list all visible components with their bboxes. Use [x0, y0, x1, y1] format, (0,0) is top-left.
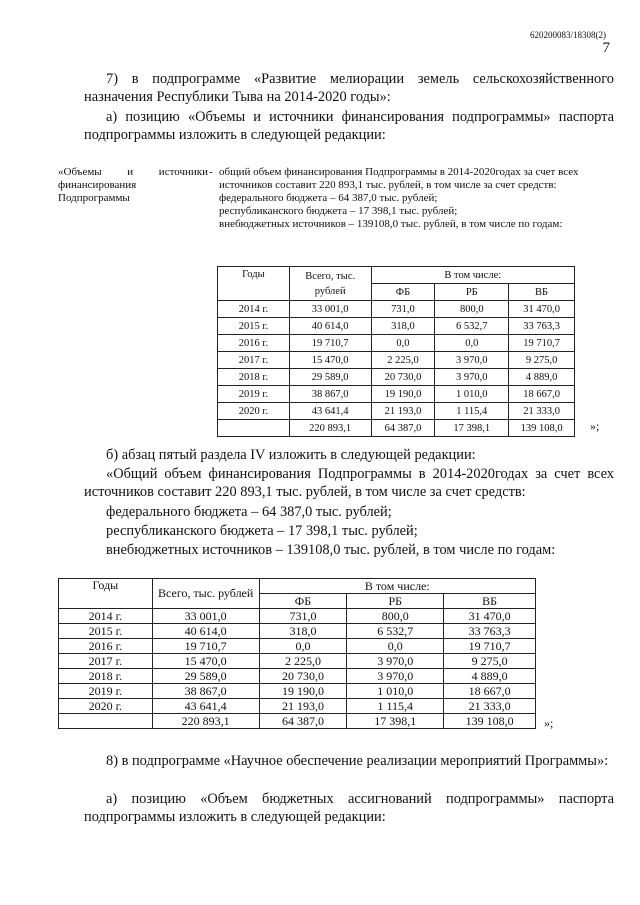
header-incl: В том числе:	[259, 579, 535, 594]
cell-rb: 1 010,0	[347, 684, 444, 699]
header-total: Всего, тыс. рублей	[289, 267, 371, 301]
cell-total: 43 641,4	[289, 403, 371, 420]
cell-total: 33 001,0	[289, 301, 371, 318]
cell-vb: 21 333,0	[509, 403, 575, 420]
table1-end-mark: »;	[590, 419, 600, 433]
table-row	[218, 386, 575, 403]
header-vb: ВБ	[509, 284, 575, 301]
passport-dash: -	[209, 166, 213, 178]
table1-body	[218, 301, 575, 437]
cell-fb: 2 225,0	[259, 654, 347, 669]
cell-total: 29 589,0	[289, 369, 371, 386]
table-row	[59, 714, 536, 729]
cell-total: 33 001,0	[152, 609, 259, 624]
cell-year: 2019 г.	[59, 684, 153, 699]
cell-vb: 9 275,0	[509, 352, 575, 369]
cell-fb: 19 190,0	[259, 684, 347, 699]
item-b-extra: внебюджетных источников – 139108,0 тыс. рублей, в том числе по годам:	[106, 542, 556, 558]
cell-year: 2017 г.	[218, 352, 290, 369]
cell-year: 2014 г.	[218, 301, 290, 318]
cell-total: 40 614,0	[152, 624, 259, 639]
cell-vb: 19 710,7	[509, 335, 575, 352]
cell-vb: 18 667,0	[509, 386, 575, 403]
cell-rb: 800,0	[435, 301, 509, 318]
cell-fb: 318,0	[371, 318, 435, 335]
cell-rb: 0,0	[347, 639, 444, 654]
header-incl: В том числе:	[371, 267, 574, 284]
header-vb: ВБ	[444, 594, 536, 609]
cell-year	[59, 714, 153, 729]
header-total: Всего, тыс. рублей	[152, 579, 259, 609]
cell-year: 2016 г.	[59, 639, 153, 654]
cell-total: 38 867,0	[289, 386, 371, 403]
cell-rb: 3 970,0	[347, 669, 444, 684]
cell-vb: 21 333,0	[444, 699, 536, 714]
cell-rb: 17 398,1	[435, 420, 509, 437]
cell-year: 2016 г.	[218, 335, 290, 352]
cell-year: 2018 г.	[218, 369, 290, 386]
item-b-federal: федерального бюджета – 64 387,0 тыс. рублей;	[106, 504, 392, 520]
cell-vb: 31 470,0	[509, 301, 575, 318]
cell-vb: 33 763,3	[444, 624, 536, 639]
table-row	[59, 669, 536, 684]
funding-table-2	[58, 578, 536, 729]
item8-a: а) позицию «Объем бюджетных ассигнований подпрограммы» паспорта подпрограммы изложить в следующей редакции:	[84, 791, 614, 825]
cell-year: 2017 г.	[59, 654, 153, 669]
cell-fb: 21 193,0	[371, 403, 435, 420]
table-row	[218, 318, 575, 335]
passport-republic: республиканского бюджета – 17 398,1 тыс. рублей;	[219, 205, 458, 217]
header-fb: ФБ	[259, 594, 347, 609]
cell-fb: 318,0	[259, 624, 347, 639]
cell-rb: 17 398,1	[347, 714, 444, 729]
cell-fb: 64 387,0	[371, 420, 435, 437]
table-row	[59, 609, 536, 624]
item7-a: а) позицию «Объемы и источники финансирования подпрограммы» паспорта подпрограммы изложить в следующей редакции:	[84, 109, 614, 143]
cell-vb: 18 667,0	[444, 684, 536, 699]
cell-rb: 3 970,0	[347, 654, 444, 669]
cell-total: 19 710,7	[289, 335, 371, 352]
cell-rb: 6 532,7	[347, 624, 444, 639]
cell-rb: 800,0	[347, 609, 444, 624]
cell-fb: 731,0	[371, 301, 435, 318]
table-row	[218, 420, 575, 437]
cell-rb: 1 010,0	[435, 386, 509, 403]
table-row	[218, 369, 575, 386]
cell-fb: 731,0	[259, 609, 347, 624]
cell-year: 2015 г.	[218, 318, 290, 335]
cell-fb: 0,0	[259, 639, 347, 654]
table-row	[59, 639, 536, 654]
header-rb: РБ	[347, 594, 444, 609]
cell-total: 220 893,1	[152, 714, 259, 729]
cell-vb: 4 889,0	[444, 669, 536, 684]
cell-vb: 31 470,0	[444, 609, 536, 624]
table-row	[218, 335, 575, 352]
cell-year: 2020 г.	[59, 699, 153, 714]
cell-vb: 139 108,0	[509, 420, 575, 437]
cell-total: 15 470,0	[289, 352, 371, 369]
cell-total: 43 641,4	[152, 699, 259, 714]
cell-fb: 21 193,0	[259, 699, 347, 714]
cell-total: 38 867,0	[152, 684, 259, 699]
cell-total: 19 710,7	[152, 639, 259, 654]
cell-rb: 0,0	[435, 335, 509, 352]
cell-fb: 0,0	[371, 335, 435, 352]
document-id: 620200083/18308(2)	[530, 30, 606, 40]
table-row	[59, 684, 536, 699]
funding-table-1	[217, 266, 575, 437]
item7-intro: 7) в подпрограмме «Развитие мелиорации земель сельскохозяйственного назначения Республики Тыва на 2014-2020 годы»:	[84, 71, 614, 105]
cell-year: 2014 г.	[59, 609, 153, 624]
cell-vb: 33 763,3	[509, 318, 575, 335]
cell-year	[218, 420, 290, 437]
table-row	[59, 624, 536, 639]
passport-extra: внебюджетных источников – 139108,0 тыс. рублей, в том числе по годам:	[219, 218, 563, 230]
table-row	[59, 654, 536, 669]
header-fb: ФБ	[371, 284, 435, 301]
cell-fb: 64 387,0	[259, 714, 347, 729]
cell-vb: 139 108,0	[444, 714, 536, 729]
cell-total: 15 470,0	[152, 654, 259, 669]
header-rb: РБ	[435, 284, 509, 301]
cell-year: 2020 г.	[218, 403, 290, 420]
table2-end-mark: »;	[544, 716, 554, 730]
cell-fb: 19 190,0	[371, 386, 435, 403]
cell-total: 220 893,1	[289, 420, 371, 437]
cell-vb: 4 889,0	[509, 369, 575, 386]
cell-year: 2019 г.	[218, 386, 290, 403]
item8-intro: 8) в подпрограмме «Научное обеспечение реализации мероприятий Программы»:	[106, 753, 609, 769]
cell-fb: 20 730,0	[259, 669, 347, 684]
item-b-title: б) абзац пятый раздела IV изложить в следующей редакции:	[106, 447, 476, 463]
cell-year: 2015 г.	[59, 624, 153, 639]
cell-total: 29 589,0	[152, 669, 259, 684]
cell-fb: 2 225,0	[371, 352, 435, 369]
cell-rb: 3 970,0	[435, 369, 509, 386]
cell-vb: 19 710,7	[444, 639, 536, 654]
cell-vb: 9 275,0	[444, 654, 536, 669]
passport-left-label: «Объемы и источники финансирования Подпрограммы	[58, 166, 208, 204]
passport-text-block	[219, 166, 613, 231]
item-b-republic: республиканского бюджета – 17 398,1 тыс. рублей;	[106, 523, 418, 539]
cell-rb: 6 532,7	[435, 318, 509, 335]
cell-rb: 1 115,4	[435, 403, 509, 420]
passport-text: общий объем финансирования Подпрограммы в 2014-2020годах за счет всех источников составит 220 893,1 тыс. рублей, в том числе за счет средств:	[219, 166, 579, 191]
item-b-text: «Общий объем финансирования Подпрограммы в 2014-2020годах за счет всех источников составит 220 893,1 тыс. рублей, в том числе за счет средств:	[84, 466, 614, 500]
table-row	[218, 403, 575, 420]
cell-rb: 1 115,4	[347, 699, 444, 714]
table-row	[218, 352, 575, 369]
table-row	[218, 301, 575, 318]
header-years: Годы	[218, 267, 290, 301]
cell-rb: 3 970,0	[435, 352, 509, 369]
header-years: Годы	[59, 579, 153, 609]
cell-total: 40 614,0	[289, 318, 371, 335]
cell-fb: 20 730,0	[371, 369, 435, 386]
cell-year: 2018 г.	[59, 669, 153, 684]
page-number: 7	[602, 40, 610, 56]
table-row	[59, 699, 536, 714]
passport-federal: федерального бюджета – 64 387,0 тыс. рублей;	[219, 192, 438, 204]
table2-body	[59, 609, 536, 729]
